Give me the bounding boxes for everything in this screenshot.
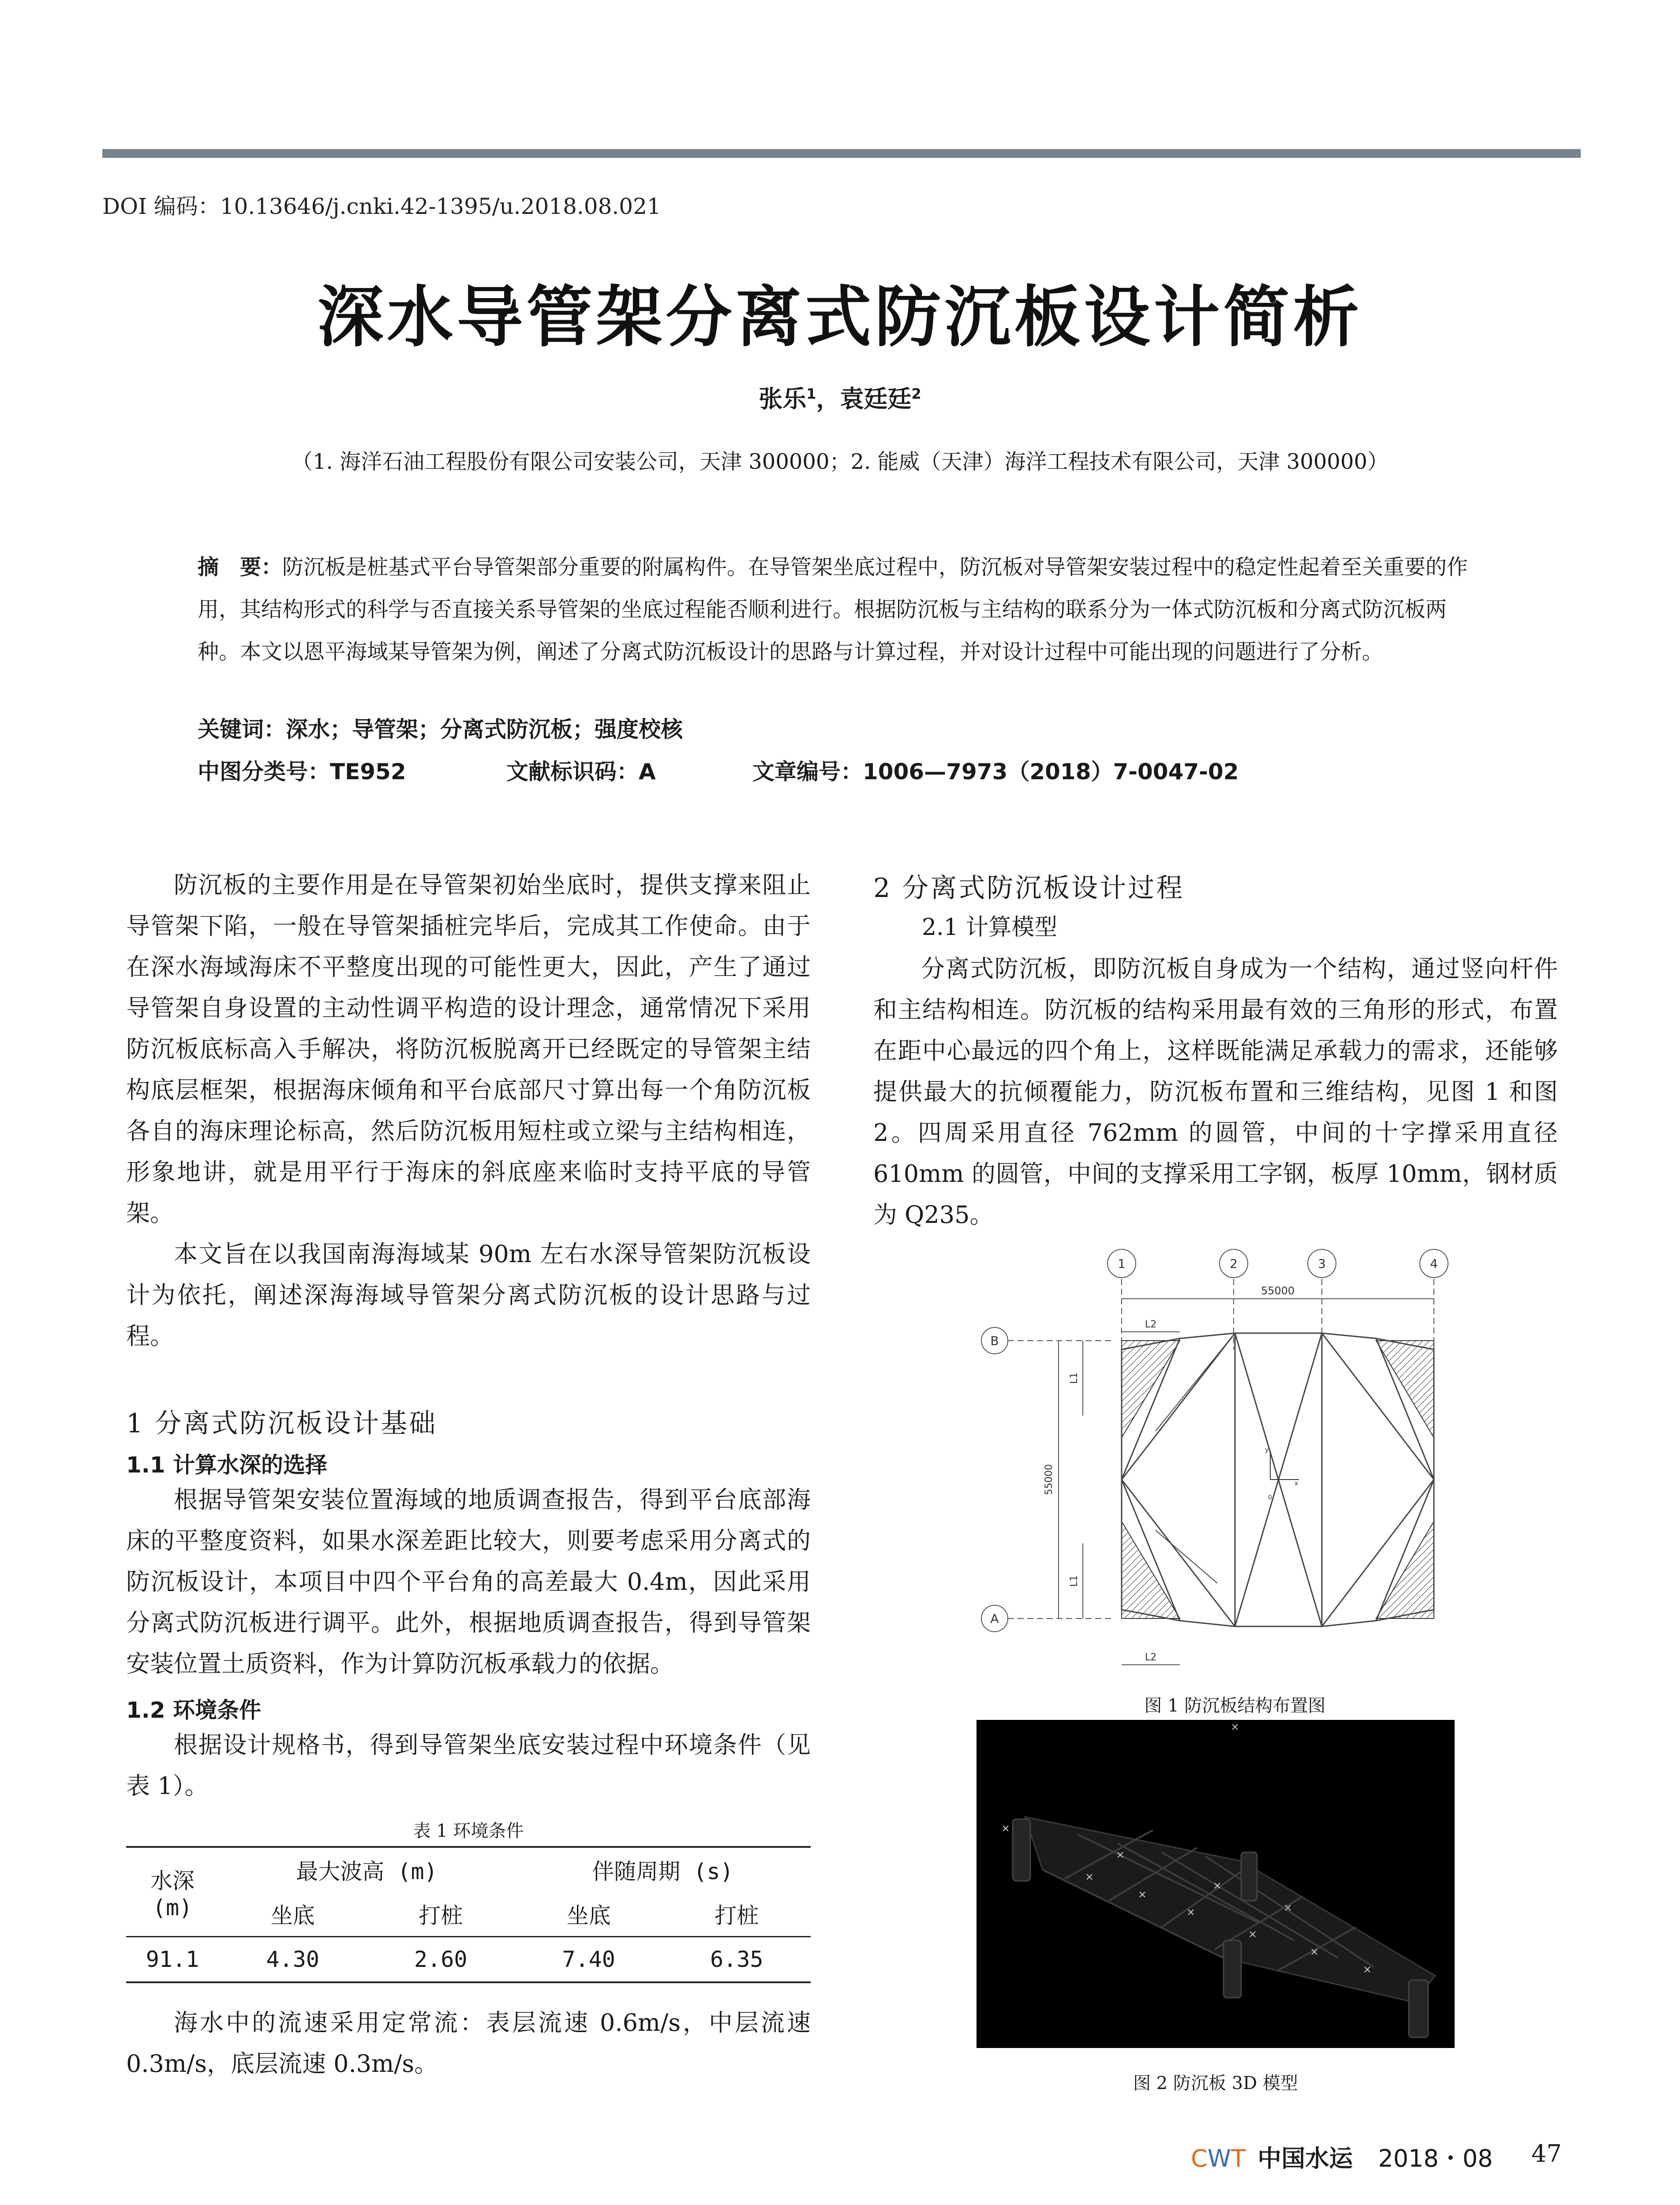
left-intro [126, 864, 811, 1357]
grid-label-2: 2 [1230, 1256, 1238, 1271]
left-currents [126, 2002, 811, 2084]
article-number [752, 754, 1239, 786]
journal-footer [1191, 2140, 1493, 2174]
section-2-heading: 2 分离式防沉板设计过程 [873, 873, 1185, 904]
classification-label: 中图分类号： [198, 759, 330, 785]
figure-2-3d-model [977, 1720, 1455, 2048]
dim-left: 55000 [1044, 1464, 1055, 1495]
cwt-letter-t: T [1231, 2145, 1246, 2172]
top-rule [102, 149, 1581, 158]
header-period: 伴随周期 (s) [592, 1859, 733, 1884]
svg-text:x: x [1295, 1480, 1298, 1487]
dim-l1-bottom: L1 [1069, 1575, 1080, 1587]
author-1: 张乐 [759, 385, 807, 413]
dim-l1-top: L1 [1069, 1372, 1080, 1384]
left-para-3: 根据导管架安装位置海域的地质调查报告，得到平台底部海床的平整度资料，如果水深差距比较大，则要考虑采用分离式的防沉板设计，本项目中四个平台角的高差最大 0.4m，因此采用分离式防沉板进行调平。此外，根据地质调查报告，得到导管架安装位置土质资料，作为计算防沉板承载力的依据。 [126, 1486, 811, 1678]
figure-2-caption: 图 2 防沉板 3D 模型 [1133, 2073, 1298, 2093]
keywords-label: 关键词： [198, 717, 286, 742]
figure-1-plan [970, 1230, 1500, 1685]
doc-code-label: 文献标识码： [506, 759, 639, 785]
grid-label-4: 4 [1430, 1256, 1438, 1271]
left-para-5: 海水中的流速采用定常流：表层流速 0.6m/s，中层流速 0.3m/s，底层流速 0.3m/s。 [126, 2009, 811, 2078]
table-1-caption: 表 1 环境条件 [413, 1821, 524, 1841]
doi: DOI 编码：10.13646/j.cnki.42-1395/u.2018.08.021 [102, 194, 661, 219]
page-number: 47 [1531, 2140, 1562, 2168]
keywords [198, 712, 683, 744]
environment-table [126, 1846, 811, 1983]
author-2: 袁廷廷 [840, 385, 912, 413]
subheader: 坐底 [566, 1903, 611, 1928]
section-2-1-heading: 2.1 计算模型 [922, 914, 1058, 941]
doc-code-value: A [639, 759, 656, 785]
affiliations: （1. 海洋石油工程股份有限公司安装公司，天津 300000；2. 能威（天津）海洋工程技术有限公司，天津 300000） [291, 449, 1389, 474]
right-para-1: 分离式防沉板，即防沉板自身成为一个结构，通过竖向杆件和主结构相连。防沉板的结构采用最有效的三角形的形式，布置在距中心最远的四个角上，这样既能满足承载力的需求，还能够提供最大的抗倾覆能力，防沉板布置和三维结构，见图 1 和图 2。四周采用直径 762mm 的圆管，中间的十字撑采用直径 610mm 的圆管，中间的支撑采用工字钢，板厚 10mm，钢材质为 Q235。 [873, 955, 1558, 1229]
table-cell: 6.35 [710, 1947, 763, 1972]
left-section-1-1 [126, 1479, 811, 1684]
classification [198, 754, 406, 786]
header-wave: 最大波高 (m) [296, 1859, 438, 1884]
svg-text:y: y [1265, 1446, 1269, 1454]
cwt-letter-c: C [1191, 2145, 1208, 2172]
table-cell: 91.1 [146, 1947, 199, 1972]
left-para-1: 防沉板的主要作用是在导管架初始坐底时，提供支撑来阻止导管架下陷，一般在导管架插桩完毕后，完成其工作使命。由于在深水海域海床不平整度出现的可能性更大，因此，产生了通过导管架自身设置的主动性调平构造的设计理念，通常情况下采用防沉板底标高入手解决，将防沉板脱离开已经既定的导管架主结构底层框架，根据海床倾角和平台底部尺寸算出每一个角防沉板各自的海床理论标高，然后防沉板用短柱或立梁与主结构相连，形象地讲，就是用平行于海床的斜底座来临时支持平底的导管架。 [126, 871, 811, 1227]
left-para-2: 本文旨在以我国南海海域某 90m 左右水深导管架防沉板设计为依托，阐述深海海域导管架分离式防沉板的设计思路与过程。 [126, 1240, 811, 1350]
journal-issue: 2018・08 [1378, 2145, 1493, 2172]
abstract-label: 摘 要： [198, 555, 283, 579]
authors [0, 380, 1680, 414]
author-1-sup: 1 [806, 385, 816, 402]
dim-l2-bottom: L2 [1145, 1652, 1157, 1663]
dim-l2-top: L2 [1145, 1319, 1157, 1330]
dim-top: 55000 [1261, 1285, 1295, 1297]
grid-label-3: 3 [1318, 1256, 1326, 1271]
subheader: 坐底 [270, 1903, 315, 1928]
doc-code [506, 754, 656, 786]
cwt-letter-w: W [1207, 2145, 1231, 2172]
subheader: 打桩 [419, 1903, 463, 1928]
left-section-1-2 [126, 1724, 811, 1806]
journal-name: 中国水运 [1257, 2144, 1353, 2172]
figure-1-caption: 图 1 防沉板结构布置图 [1144, 1696, 1326, 1716]
section-1-1-heading: 1.1 计算水深的选择 [126, 1452, 327, 1478]
grid-label-a: A [990, 1611, 999, 1626]
table-row [126, 1937, 811, 1983]
article-number-value: 1006—7973（2018）7-0047-02 [863, 759, 1239, 785]
author-2-sup: 2 [911, 385, 921, 402]
svg-text:0: 0 [1268, 1494, 1272, 1501]
section-1-heading: 1 分离式防沉板设计基础 [126, 1408, 438, 1439]
table-cell: 7.40 [562, 1947, 615, 1972]
left-para-4: 根据设计规格书，得到导管架坐底安装过程中环境条件（见表 1）。 [126, 1731, 811, 1800]
grid-label-1: 1 [1118, 1256, 1126, 1271]
header-depth [126, 1847, 219, 1937]
page-title: 深水导管架分离式防沉板设计简析 [317, 278, 1363, 356]
table-cell: 2.60 [414, 1947, 468, 1972]
header-depth-unit: (m) [152, 1895, 193, 1921]
classification-value: TE952 [330, 759, 406, 785]
abstract-text: 防沉板是桩基式平台导管架部分重要的附属构件。在导管架坐底过程中，防沉板对导管架安装过程中的稳定性起着至关重要的作用，其结构形式的科学与否直接关系导管架的坐底过程能否顺利进行。根据防沉板与主结构的联系分为一体式防沉板和分离式防沉板两种。本文以恩平海域某导管架为例，阐述了分离式防沉板设计的思路与计算过程，并对设计过程中可能出现的问题进行了分析。 [198, 555, 1468, 664]
right-section-2-1 [873, 948, 1558, 1235]
article-number-label: 文章编号： [752, 759, 863, 785]
keywords-text: 深水；导管架；分离式防沉板；强度校核 [286, 717, 683, 742]
grid-label-b: B [990, 1334, 999, 1348]
subheader: 打桩 [715, 1903, 759, 1928]
table-cell: 4.30 [266, 1947, 319, 1972]
header-depth-label: 水深 [150, 1868, 195, 1894]
section-1-2-heading: 1.2 环境条件 [126, 1697, 261, 1723]
abstract [198, 546, 1485, 673]
author-sep: ， [816, 385, 840, 413]
